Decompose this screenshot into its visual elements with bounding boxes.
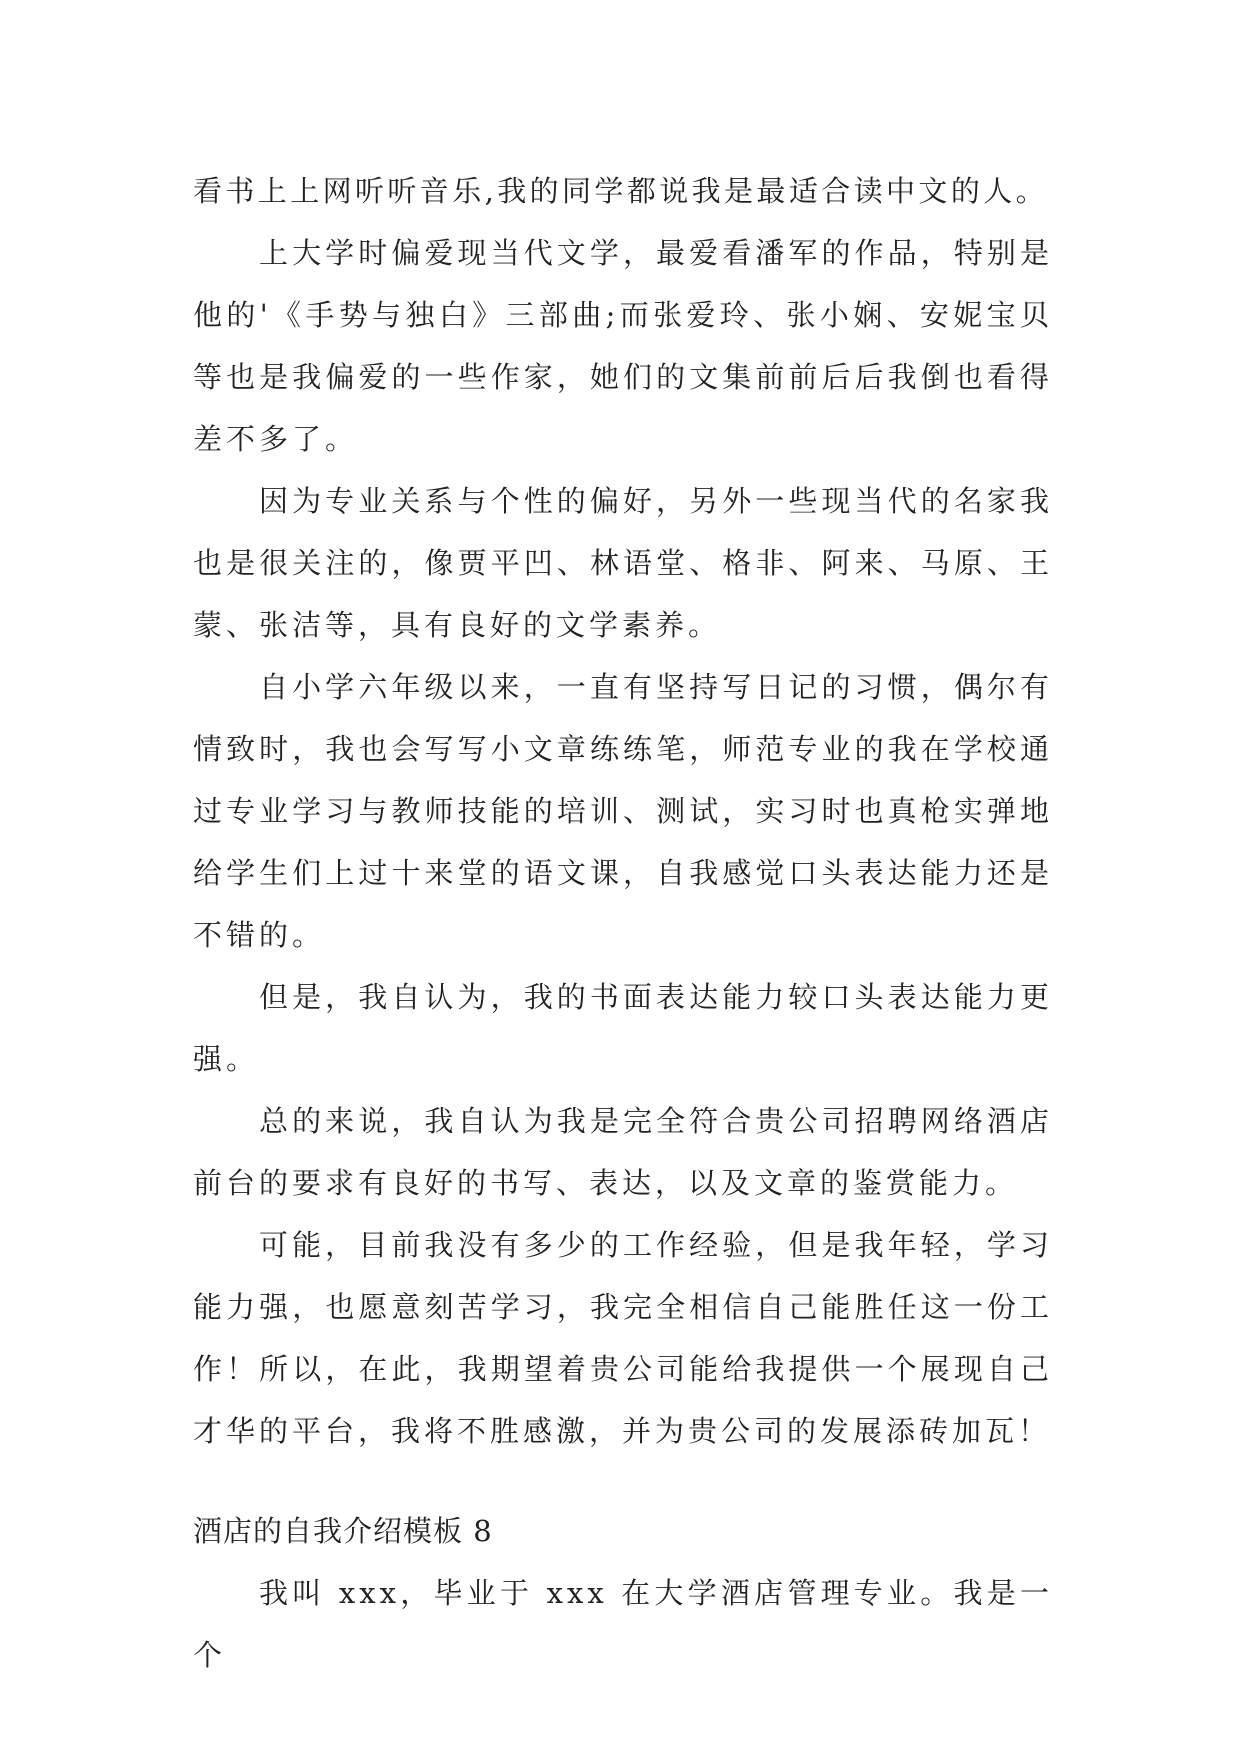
paragraph-favorite-authors: 因为专业关系与个性的偏好，另外一些现当代的名家我也是很关注的，像贾平凹、林语堂、格非、阿来、马原、王蒙、张洁等，具有良好的文学素养。 [193, 484, 1053, 642]
paragraph-closing: 可能，目前我没有多少的工作经验，但是我年轻，学习能力强，也愿意刻苦学习，我完全相信自己能胜任这一份工作！所以，在此，我期望着贵公司能给我提供一个展现自己才华的平台，我将不胜感激，并为贵公司的发展添砖加瓦！ [193, 1228, 1053, 1448]
document-body [193, 160, 1053, 1686]
paragraph-section-intro: 我叫 xxx，毕业于 xxx 在大学酒店管理专业。我是一个 [193, 1576, 1053, 1672]
section-heading: 酒店的自我介绍模板 8 [193, 1514, 493, 1548]
paragraph-writing-habit: 自小学六年级以来，一直有坚持写日记的习惯，偶尔有情致时，我也会写写小文章练练笔，师范专业的我在学校通过专业学习与教师技能的培训、测试，实习时也真枪实弹地给学生们上过十来堂的语文课，自我感觉口头表达能力还是不错的。 [193, 670, 1053, 952]
paragraph-literature-preference: 上大学时偏爱现当代文学，最爱看潘军的作品，特别是他的'《手势与独白》三部曲;而张爱玲、张小娴、安妮宝贝等也是我偏爱的一些作家，她们的文集前前后后我倒也看得差不多了。 [193, 236, 1053, 456]
paragraph-written-expression: 但是，我自认为，我的书面表达能力较口头表达能力更强。 [193, 980, 1053, 1076]
paragraph-continuation: 看书上上网听听音乐,我的同学都说我是最适合读中文的人。 [193, 174, 1049, 208]
paragraph-summary: 总的来说，我自认为我是完全符合贵公司招聘网络酒店前台的要求有良好的书写、表达，以及文章的鉴赏能力。 [193, 1104, 1053, 1200]
